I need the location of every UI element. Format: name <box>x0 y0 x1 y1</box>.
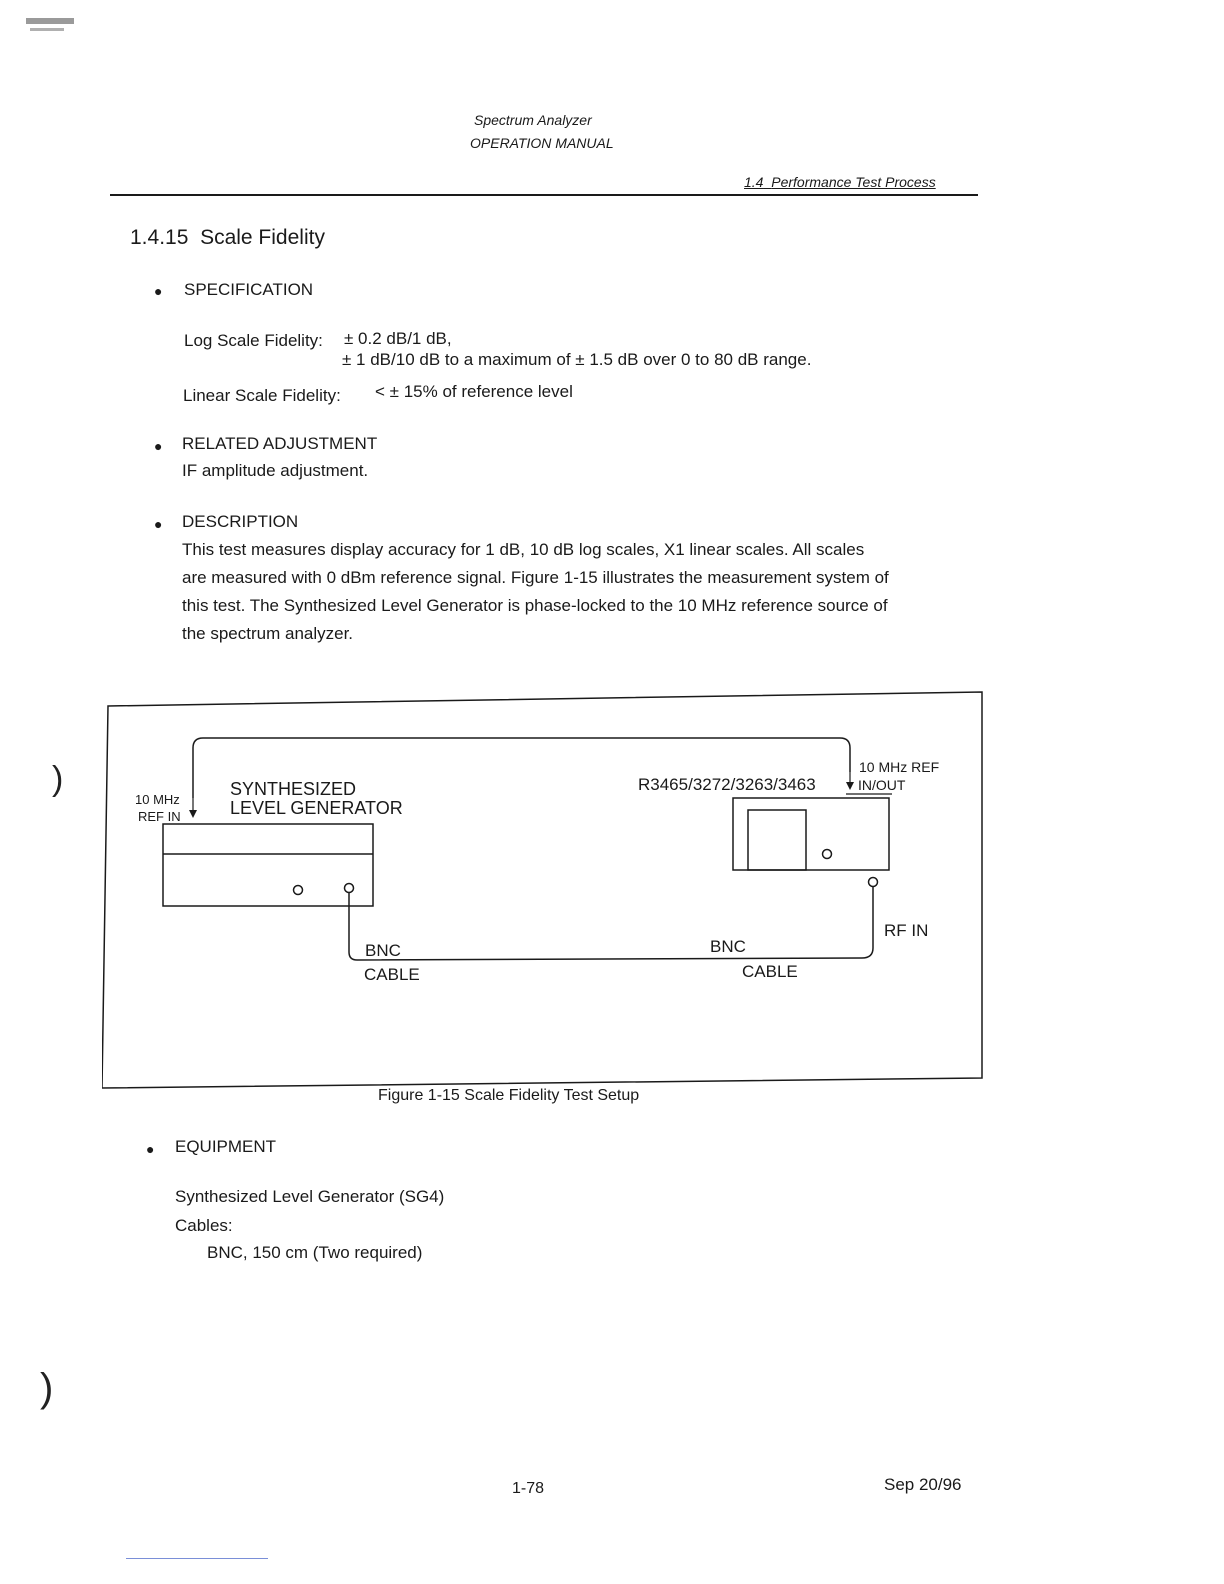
generator-label-2: LEVEL GENERATOR <box>230 798 403 818</box>
log-scale-value-1: ± 0.2 dB/1 dB, <box>344 329 452 348</box>
figure-caption: Figure 1-15 Scale Fidelity Test Setup <box>378 1087 640 1104</box>
analyzer-rf-connector-icon <box>869 878 878 887</box>
section-reference-title: Performance Test Process <box>771 174 936 190</box>
section-heading <box>130 226 325 250</box>
manual-subtitle: OPERATION MANUAL <box>470 135 614 151</box>
scan-mark <box>26 18 74 24</box>
rf-in-label: RF IN <box>884 921 929 940</box>
cable-right-label: CABLE <box>742 962 798 981</box>
equipment-item: Cables: <box>175 1216 233 1235</box>
related-adjustment-heading: RELATED ADJUSTMENT <box>182 434 378 453</box>
bottom-blue-rule <box>126 1558 268 1559</box>
generator-label-1: SYNTHESIZED <box>230 779 357 799</box>
specification-heading: SPECIFICATION <box>184 280 314 299</box>
scan-mark: ) <box>52 760 64 798</box>
manual-title: Spectrum Analyzer <box>474 112 592 128</box>
description-paragraph <box>182 536 982 648</box>
revision-date: Sep 20/96 <box>884 1475 962 1494</box>
bullet-icon: ● <box>154 516 163 532</box>
analyzer-box <box>733 798 889 870</box>
linear-scale-label: Linear Scale Fidelity: <box>183 386 341 405</box>
bullet-icon: ● <box>146 1141 155 1157</box>
cable-left-label: CABLE <box>364 965 420 984</box>
description-line: the spectrum analyzer. <box>182 624 354 643</box>
equipment-item: Synthesized Level Generator (SG4) <box>175 1187 445 1206</box>
ref-out-label-1: 10 MHz REF <box>859 759 940 775</box>
description-heading: DESCRIPTION <box>182 512 299 531</box>
equipment-heading: EQUIPMENT <box>175 1137 277 1156</box>
analyzer-screen <box>748 810 806 870</box>
bnc-right-label: BNC <box>710 937 746 956</box>
description-line: This test measures display accuracy for 1 dB, 10 dB log scales, X1 linear scales. All scales <box>182 540 865 559</box>
ref-out-label-2: IN/OUT <box>858 777 906 793</box>
bnc-left-label: BNC <box>365 941 401 960</box>
log-scale-label: Log Scale Fidelity: <box>184 331 323 350</box>
scale-fidelity-test-setup-diagram <box>102 690 984 1090</box>
description-line: are measured with 0 dBm reference signal. Figure 1-15 illustrates the measurement system of <box>182 568 889 587</box>
section-number: 1.4.15 <box>130 226 189 249</box>
analyzer-knob-icon <box>823 850 832 859</box>
log-scale-value-2: ± 1 dB/10 dB to a maximum of ± 1.5 dB over 0 to 80 dB range. <box>342 350 812 369</box>
section-reference <box>744 174 936 190</box>
section-title: Scale Fidelity <box>200 226 325 249</box>
header-rule <box>110 194 978 196</box>
scan-mark: ) <box>40 1366 54 1410</box>
generator-knob-icon <box>294 886 303 895</box>
related-adjustment-text: IF amplitude adjustment. <box>182 461 369 480</box>
analyzer-model-label: R3465/3272/3263/3463 <box>638 775 816 794</box>
scan-mark <box>30 28 64 31</box>
bullet-icon: ● <box>154 438 163 454</box>
description-line: this test. The Synthesized Level Generator is phase-locked to the 10 MHz reference source of <box>182 596 888 615</box>
generator-output-connector-icon <box>345 884 354 893</box>
linear-scale-value: < ± 15% of reference level <box>375 382 573 401</box>
generator-box <box>163 824 373 906</box>
ref-in-label-1: 10 MHz <box>135 792 180 807</box>
bullet-icon: ● <box>154 283 163 299</box>
bnc-cable-line <box>349 886 873 960</box>
section-reference-number: 1.4 <box>744 174 764 190</box>
page-number: 1-78 <box>512 1480 545 1497</box>
equipment-item: BNC, 150 cm (Two required) <box>207 1243 423 1262</box>
ref-in-label-2: REF IN <box>138 809 181 824</box>
